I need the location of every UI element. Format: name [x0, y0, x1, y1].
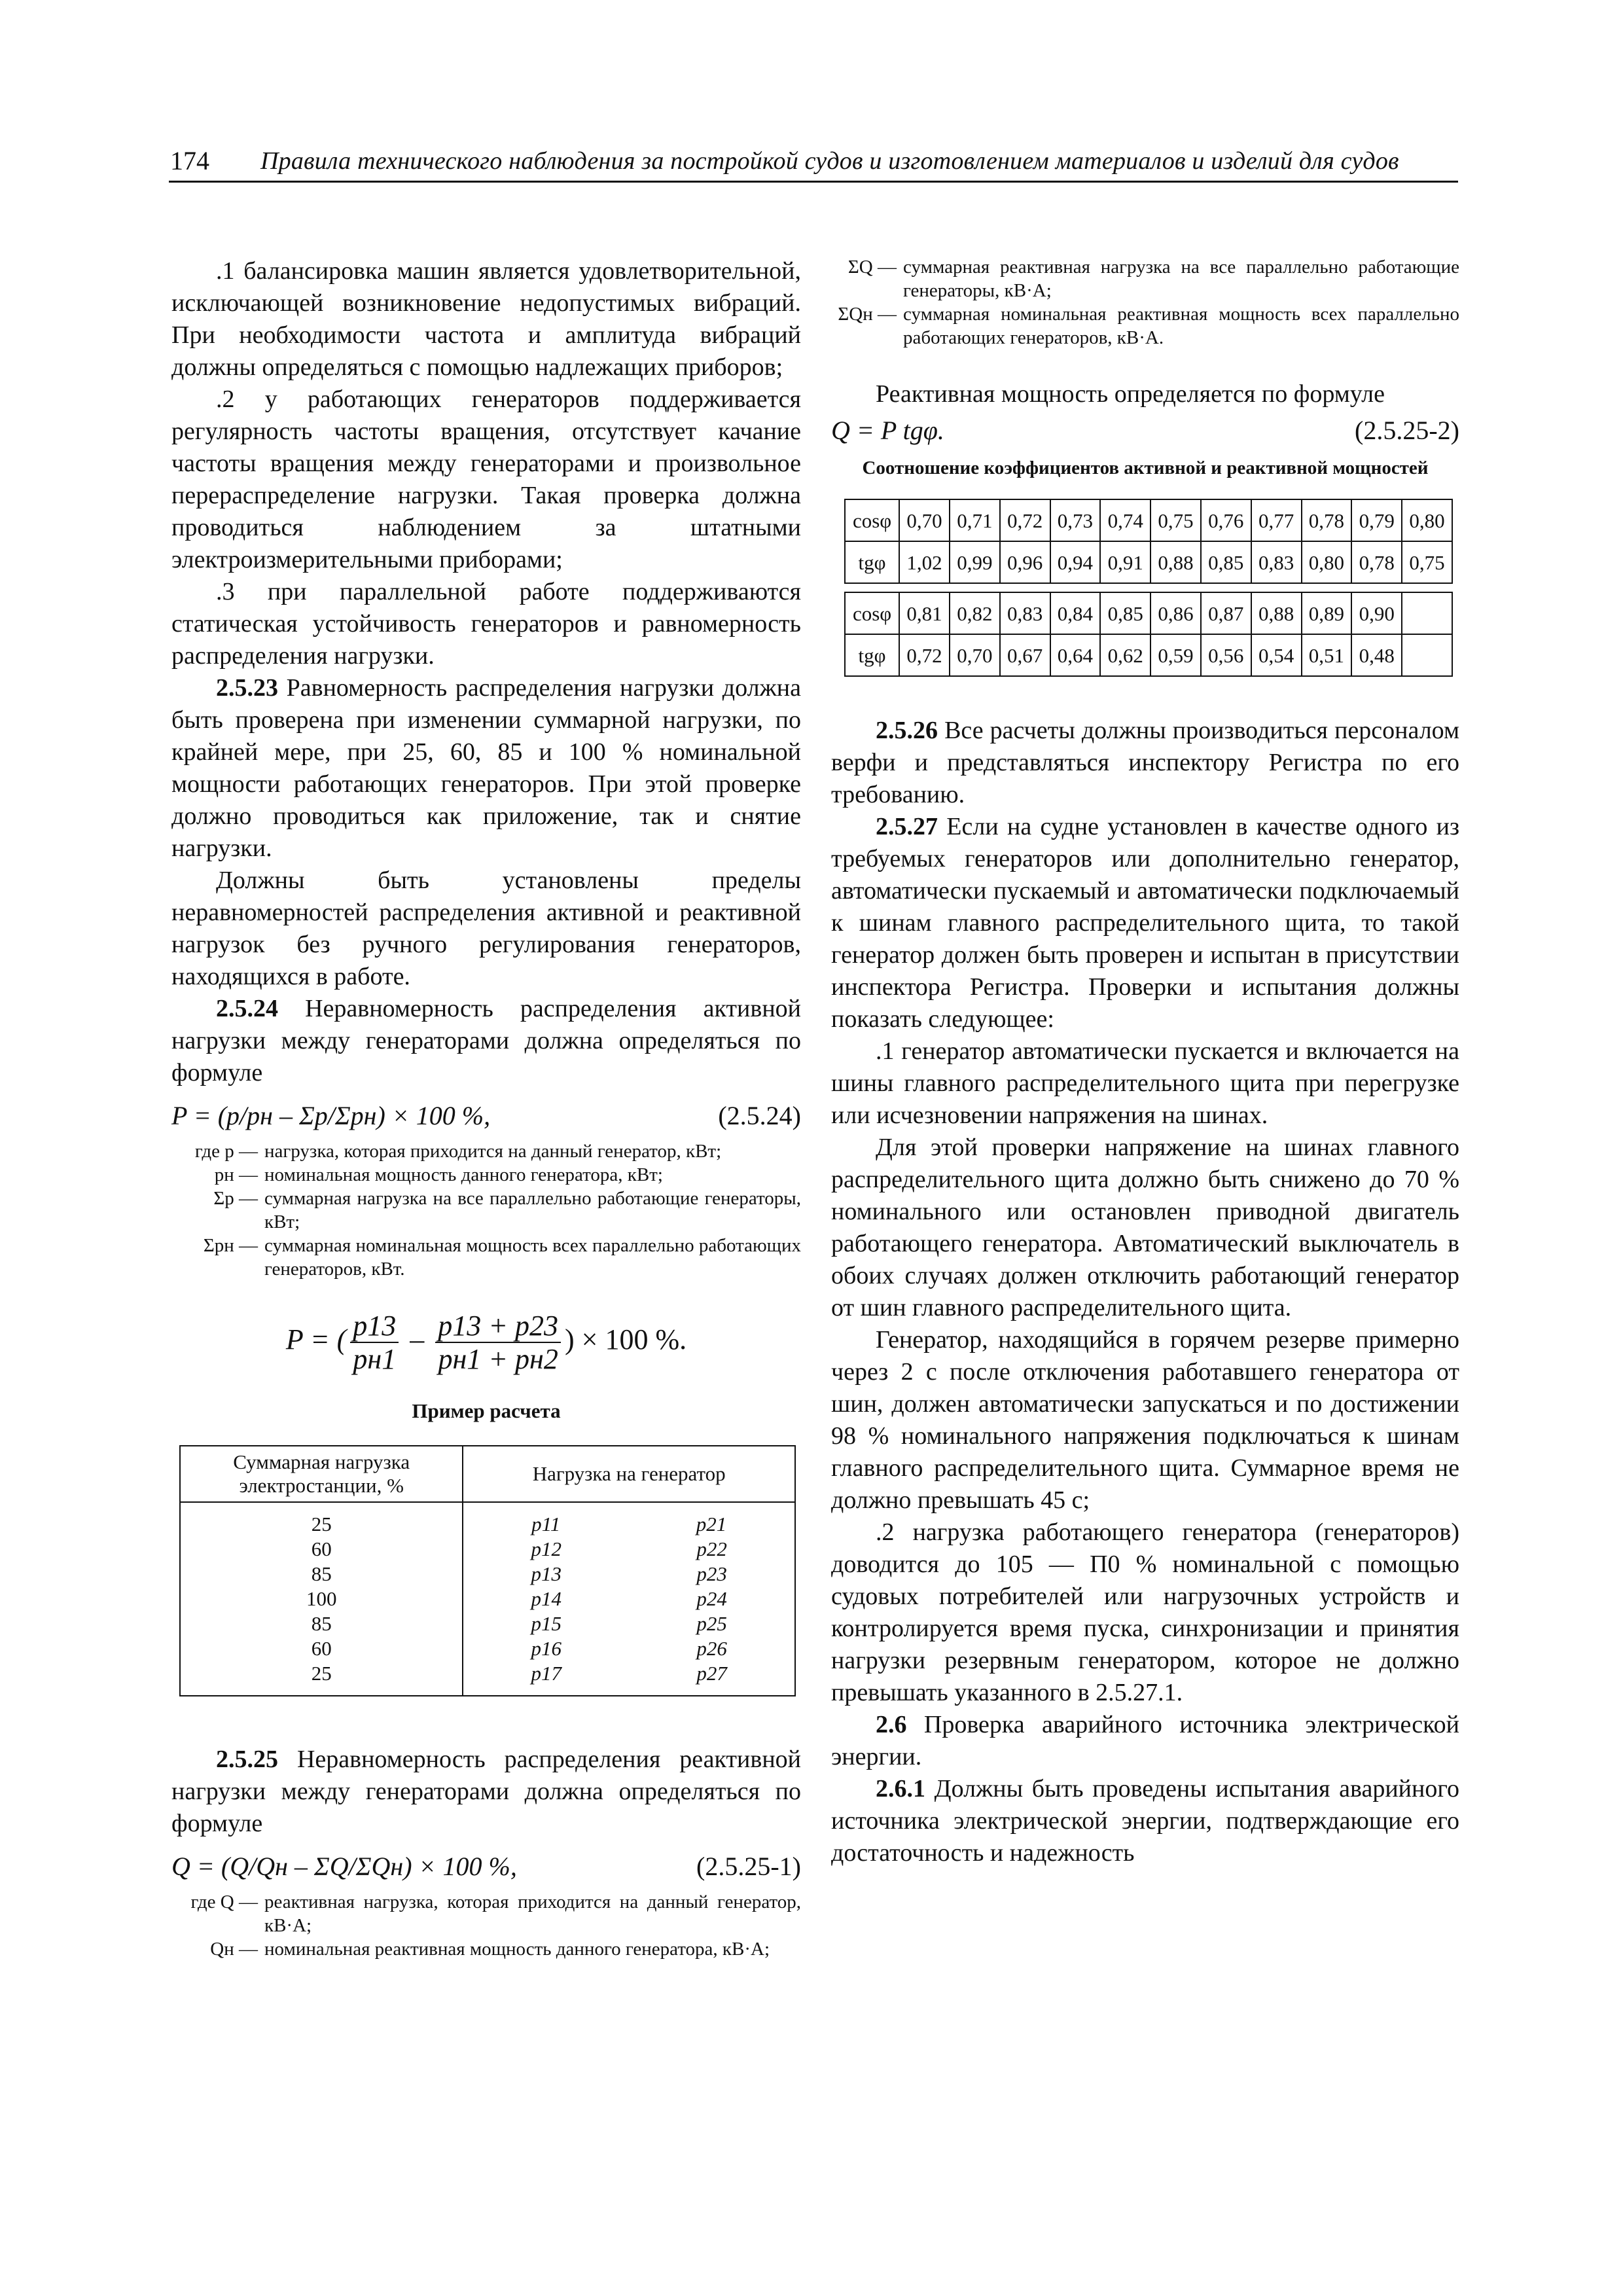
running-title: Правила технического наблюдения за постройкой судов и изготовлением материалов и изделий для судов	[260, 147, 1399, 175]
table-cell: 0,72	[899, 634, 950, 676]
row-label: tgφ	[845, 634, 899, 676]
row-label: cosφ	[845, 592, 899, 634]
table-cell: 0,87	[1201, 592, 1251, 634]
definition-text: номинальная мощность данного генератора, кВт;	[264, 1164, 663, 1185]
paragraph: .2 нагрузка работающего генератора (генераторов) доводится до 105 — П0 % номинальной с помощью судовых потребителей или нагрузочных устройств и контролируется время пуска, синхронизации и принятия нагрузки резервным генератором, которое не должно превышать указанного в 2.5.27.1.	[831, 1518, 1459, 1706]
section-text: Проверка аварийного источника электрической энергии.	[831, 1711, 1459, 1770]
formula-expression: Q = (Q/Qн – ΣQ/ΣQн) × 100 %,	[171, 1852, 517, 1881]
table-cell-pair	[463, 1661, 794, 1686]
column-header: Суммарная нагрузка электростанции, %	[180, 1446, 463, 1502]
table-cell	[1402, 634, 1452, 676]
table-cell: 1,02	[899, 541, 950, 583]
table-cell: 0,96	[1000, 541, 1050, 583]
table-cell: 0,67	[1000, 634, 1050, 676]
paragraph: Для этой проверки напряжение на шинах главного распределительного щита должно быть снижено до 70 % номинального или остановлен приводной двигатель работающего генератора. Автоматический выключатель в обоих случаях должен отключить работающий генератор от шин главного распределительного щита.	[831, 1134, 1459, 1321]
definitions-reactive-continued	[831, 255, 1459, 350]
section-text: Неравномерность распределения реактивной нагрузки между генераторами должна определяться по формуле	[171, 1746, 801, 1837]
table-row	[180, 1502, 795, 1696]
section-number: 2.5.27	[876, 813, 938, 840]
example-caption: Пример расчета	[412, 1399, 561, 1422]
denominator: pн1 + pн2	[438, 1343, 558, 1375]
table-cell: p26	[696, 1637, 727, 1660]
table-cell: 0,74	[1100, 499, 1150, 541]
fraction-first	[350, 1310, 399, 1375]
table-cell: 0,54	[1251, 634, 1302, 676]
table-cell: 0,80	[1302, 541, 1352, 583]
section-2-5-25	[171, 1744, 801, 1840]
table-cell: p24	[696, 1587, 727, 1610]
section-number: 2.6.1	[876, 1775, 925, 1803]
table-cell: 0,85	[1201, 541, 1251, 583]
table-cell: p14	[531, 1587, 562, 1610]
formula-expression: P = (p/pн – Σp/Σpн) × 100 %,	[171, 1101, 491, 1130]
section-number: 2.5.26	[876, 717, 938, 744]
denominator: pн1	[353, 1343, 397, 1375]
minus-sign: –	[410, 1323, 425, 1356]
section-text: Должны быть проведены испытания аварийного источника электрической энергии, подтверждающие его достаточность и надежность	[831, 1775, 1459, 1867]
definition-item	[171, 1234, 801, 1281]
table-cell: p21	[696, 1513, 727, 1535]
section-2-6-1	[831, 1773, 1459, 1869]
table-cell: 0,86	[1150, 592, 1201, 634]
section-2-5-26	[831, 715, 1459, 811]
coefficient-table-caption: Соотношение коэффициентов активной и реактивной мощностей	[862, 457, 1429, 478]
formula-number: (2.5.24)	[718, 1101, 801, 1130]
table-cell: 25	[311, 1513, 332, 1535]
coefficient-table	[844, 499, 1453, 677]
section-number: 2.6	[876, 1711, 907, 1738]
definition-symbol: ΣQн —	[838, 304, 897, 325]
section-2-5-24	[171, 993, 801, 1089]
formula-2-5-25-2	[831, 414, 1459, 446]
table-cell: 0,70	[950, 634, 1000, 676]
table-cell: 0,56	[1201, 634, 1251, 676]
section-text: Все расчеты должны производиться персоналом верфи и представляться инспектору Регистра по его требованию.	[831, 717, 1459, 808]
table-cell: 0,71	[950, 499, 1000, 541]
table-cell: 0,94	[1050, 541, 1101, 583]
table-cell: 0,79	[1351, 499, 1402, 541]
table-cell-pair	[463, 1512, 794, 1537]
definition-symbol: pн —	[214, 1164, 258, 1185]
table-row-cos	[845, 499, 1452, 541]
table-cell: 85	[311, 1562, 332, 1585]
equation-suffix: ) × 100 %.	[565, 1323, 687, 1356]
table-header-row	[180, 1446, 795, 1502]
section-number: 2.5.25	[216, 1746, 278, 1773]
table-cell: 0,88	[1251, 592, 1302, 634]
table-cell: 0,99	[950, 541, 1000, 583]
definition-item	[831, 255, 1459, 302]
definition-symbol: Σp —	[213, 1188, 258, 1209]
table-cell: 0,83	[1251, 541, 1302, 583]
table-cell: 0,78	[1302, 499, 1352, 541]
definition-text: суммарная реактивная нагрузка на все параллельно работающие генераторы, кВ·А;	[903, 257, 1459, 301]
paragraph: Должны быть установлены пределы неравномерностей распределения активной и реактивной нагрузок без ручного регулирования генераторов, находящихся в работе.	[171, 867, 801, 990]
table-cell: 0,73	[1050, 499, 1101, 541]
definition-text: реактивная нагрузка, которая приходится на данный генератор, кВ·А;	[264, 1892, 801, 1936]
definition-text: суммарная номинальная реактивная мощность всех параллельно работающих генераторов, кВ·А.	[903, 304, 1459, 348]
table-cell: 0,76	[1201, 499, 1251, 541]
definitions-reactive	[171, 1890, 801, 1961]
table-cell: p12	[531, 1537, 562, 1560]
table-cell: p27	[696, 1662, 727, 1685]
table-cell-pair	[463, 1636, 794, 1661]
table-cell: 0,75	[1402, 541, 1452, 583]
table-cell: 85	[311, 1612, 332, 1635]
table-cell-pair	[463, 1562, 794, 1587]
definition-symbol: Σpн —	[203, 1235, 258, 1256]
section-text: Равномерность распределения нагрузки должна быть проверена при изменении суммарной нагрузки, по крайней мере, при 25, 60, 85 и 100 % номинальной мощности работающих генераторов. При этой проверке должно проводиться как приложение, так и снятие нагрузки.	[171, 674, 801, 862]
left-column	[171, 255, 801, 1961]
definition-symbol: Qн —	[210, 1939, 258, 1960]
table-cell: p23	[696, 1562, 727, 1585]
paragraph: .1 балансировка машин является удовлетворительной, исключающей возникновение недопустимых вибраций. При необходимости частота и амплитуда вибраций должны определяться с помощью надлежащих приборов;	[171, 257, 801, 381]
table-cell: 0,75	[1150, 499, 1201, 541]
table-cell: 0,51	[1302, 634, 1352, 676]
definition-symbol: где p —	[194, 1141, 258, 1162]
definition-text: суммарная номинальная мощность всех параллельно работающих генераторов, кВт.	[264, 1235, 802, 1280]
section-2-6	[831, 1709, 1459, 1773]
numerator: p13	[350, 1310, 399, 1343]
table-cell: 0,85	[1100, 592, 1150, 634]
definition-symbol: где Q —	[190, 1892, 258, 1912]
table-cell: p11	[531, 1513, 561, 1535]
table-cell: 25	[311, 1662, 332, 1685]
table-cell: p13	[531, 1562, 562, 1585]
row-label: tgφ	[845, 541, 899, 583]
table-cell: p15	[531, 1612, 562, 1635]
table-cell: 0,80	[1402, 499, 1452, 541]
section-text: Неравномерность распределения активной нагрузки между генераторами должна определяться по формуле	[171, 995, 801, 1086]
running-header	[169, 143, 1458, 183]
definition-item	[171, 1139, 801, 1163]
formula-2-5-25-1	[171, 1850, 801, 1882]
table-cell: 0,89	[1302, 592, 1352, 634]
paragraph: Генератор, находящийся в горячем резерве примерно через 2 с после отключения работавшего генератора от шин, должен автоматически запускаться и по достижении 98 % номинального напряжения подключаться к шинам главного распределительного щита. Суммарное время не должно превышать 45 с;	[831, 1326, 1459, 1514]
table-cell: 0,72	[1000, 499, 1050, 541]
table-cell: 0,59	[1150, 634, 1201, 676]
definition-text: номинальная реактивная мощность данного генератора, кВ·А;	[264, 1939, 770, 1960]
formula-2-5-24	[171, 1100, 801, 1132]
definitions-active	[171, 1139, 801, 1281]
table-cell-pair	[463, 1587, 794, 1611]
formula-number: (2.5.25-1)	[696, 1852, 801, 1881]
definition-item	[171, 1163, 801, 1187]
definition-symbol: ΣQ —	[847, 257, 897, 278]
section-2-5-23	[171, 672, 801, 865]
table-cell: 0,90	[1351, 592, 1402, 634]
definition-item	[831, 302, 1459, 350]
table-cell: 0,81	[899, 592, 950, 634]
definition-text: суммарная нагрузка на все параллельно работающие генераторы, кВт;	[264, 1188, 801, 1232]
table-gap	[845, 583, 1452, 592]
column-header: Нагрузка на генератор	[463, 1446, 795, 1502]
table-cell-pair	[463, 1537, 794, 1562]
table-cell	[1402, 592, 1452, 634]
table-cell: 0,88	[1150, 541, 1201, 583]
table-cell: p25	[696, 1612, 727, 1635]
row-label: cosφ	[845, 499, 899, 541]
load-column	[180, 1502, 463, 1696]
section-2-5-27	[831, 811, 1459, 1035]
paragraph: .2 у работающих генераторов поддерживается регулярность частоты вращения, отсутствует качание частоты вращения между генераторами и произвольное перераспределение нагрузки. Такая проверка должна проводиться наблюдением за штатными электроизмерительными приборами;	[171, 386, 801, 573]
table-cell: p22	[696, 1537, 727, 1560]
definition-item	[171, 1187, 801, 1234]
table-cell: 0,48	[1351, 634, 1402, 676]
section-number: 2.5.24	[216, 995, 278, 1022]
table-row-tg	[845, 634, 1452, 676]
table-cell-pair	[463, 1611, 794, 1636]
table-cell: p16	[531, 1637, 562, 1660]
table-cell: 0,84	[1050, 592, 1101, 634]
definition-text: нагрузка, которая приходится на данный генератор, кВт;	[264, 1141, 722, 1162]
table-cell: 100	[306, 1587, 337, 1610]
table-cell: 0,78	[1351, 541, 1402, 583]
fraction-second	[435, 1310, 561, 1375]
table-cell: 0,91	[1100, 541, 1150, 583]
table-cell: p17	[531, 1662, 562, 1685]
table-cell: 0,64	[1050, 634, 1101, 676]
numerator: p13 + p23	[435, 1310, 561, 1343]
paragraph: .1 генератор автоматически пускается и включается на шины главного распределительного щита при перегрузке или исчезновении напряжения на шинах.	[831, 1037, 1459, 1129]
equation-prefix: P = (	[285, 1323, 347, 1356]
paragraph: Реактивная мощность определяется по формуле	[876, 380, 1385, 408]
table-row-tg	[845, 541, 1452, 583]
table-cell: 0,62	[1100, 634, 1150, 676]
formula-expression: Q = P tgφ.	[831, 416, 944, 445]
table-cell: 60	[311, 1637, 332, 1660]
table-row-cos	[845, 592, 1452, 634]
definition-item	[171, 1937, 801, 1961]
table-cell: 0,82	[950, 592, 1000, 634]
spacer	[845, 583, 1452, 592]
example-table	[179, 1445, 796, 1696]
example-equation	[171, 1310, 801, 1375]
definition-item	[171, 1890, 801, 1937]
paragraph: .3 при параллельной работе поддерживаются статическая устойчивость генераторов и равномерность распределения нагрузки.	[171, 578, 801, 670]
right-column	[831, 255, 1459, 1869]
section-text: Если на судне установлен в качестве одного из требуемых генераторов или дополнительно генератор, автоматически пускаемый и автоматически подключаемый к шинам главного распределительного щита, то такой генератор должен быть проверен и испытан в присутствии инспектора Регистра. Проверки и испытания должны показать следующее:	[831, 813, 1459, 1033]
section-number: 2.5.23	[216, 674, 278, 702]
page-number: 174	[170, 146, 209, 175]
generator-column	[463, 1502, 795, 1696]
table-cell: 0,77	[1251, 499, 1302, 541]
formula-number: (2.5.25-2)	[1355, 416, 1459, 445]
table-cell: 0,70	[899, 499, 950, 541]
table-cell: 0,83	[1000, 592, 1050, 634]
table-cell: 60	[311, 1537, 332, 1560]
